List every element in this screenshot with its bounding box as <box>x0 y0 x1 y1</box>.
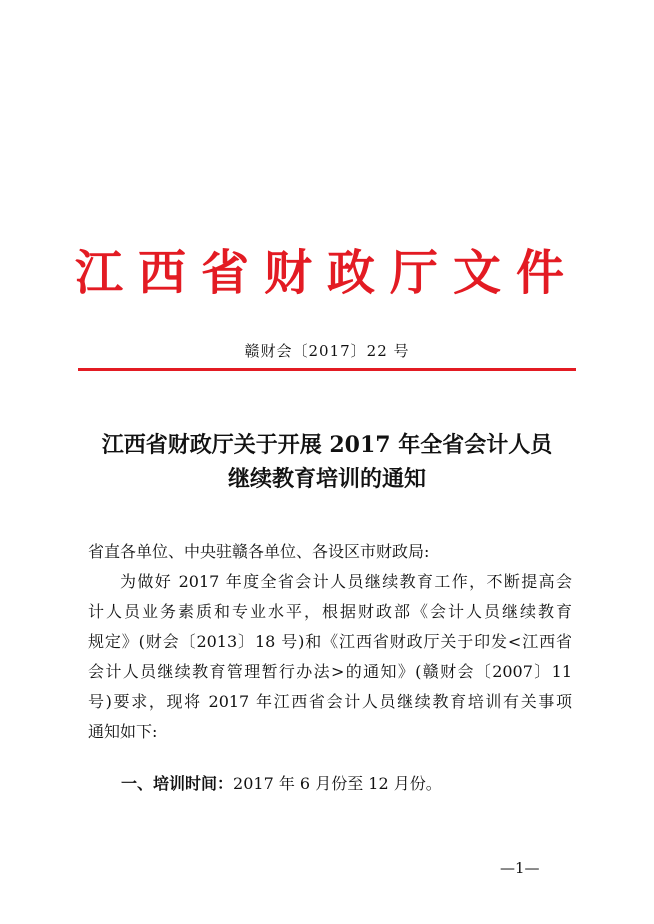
document-title: 江西省财政厅文件 <box>74 245 579 301</box>
body-line-2: 计人员业务素质和专业水平，根据财政部《会计人员继续教育 <box>88 602 572 621</box>
red-divider-line <box>78 368 576 371</box>
notice-title-line-2: 继续教育培训的通知 <box>227 466 426 492</box>
body-line-4: 会计人员继续教育管理暂行办法>的通知》(赣财会〔2007〕11 <box>88 662 572 681</box>
section-one-text: 2017 年 6 月份至 12 月份。 <box>233 774 442 793</box>
body-line-1: 为做好 2017 年度全省会计人员继续教育工作，不断提高会 <box>120 572 572 591</box>
body-line-5: 号)要求，现将 2017 年江西省会计人员继续教育培训有关事项 <box>88 692 572 711</box>
salutation: 省直各单位、中央驻赣各单位、各设区市财政局: <box>88 542 430 561</box>
section-one-number: 一、 <box>121 774 154 793</box>
notice-title <box>0 428 654 496</box>
page-number: —1— <box>500 859 540 877</box>
notice-title-line-1: 江西省财政厅关于开展 2017 年全省会计人员 <box>101 432 553 458</box>
document-number: 赣财会〔2017〕22 号 <box>244 342 410 360</box>
section-one-label: 培训时间： <box>153 774 234 793</box>
body-line-6: 通知如下: <box>88 722 158 741</box>
section-one <box>121 769 442 799</box>
body-line-3: 规定》(财会〔2013〕18 号)和《江西省财政厅关于印发<江西省 <box>88 632 572 651</box>
